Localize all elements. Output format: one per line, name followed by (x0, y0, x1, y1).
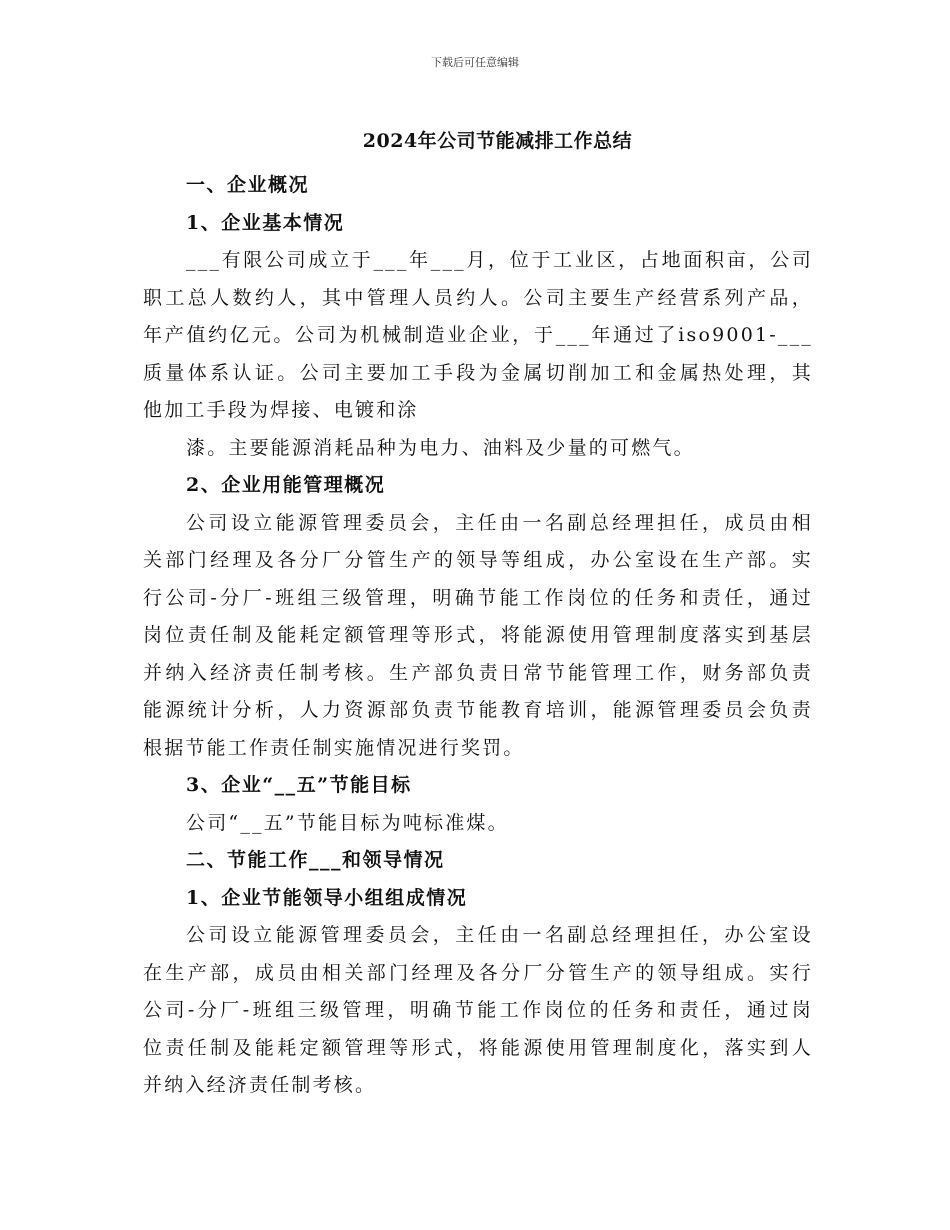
paragraph-line: 公司“__五”节能目标为吨标准煤。 (186, 811, 509, 834)
section-heading: 3、企业“__五”节能目标 (186, 774, 412, 796)
paragraph-line: 质量体系认证。公司主要加工手段为金属切削加工和金属热处理，其 (143, 361, 813, 384)
paragraph-line: 根据节能工作责任制实施情况进行奖罚。 (143, 736, 525, 759)
paragraph-line: 在生产部，成员由相关部门经理及各分厂分管生产的领导组成。实行 (143, 961, 813, 984)
paragraph-line: 年产值约亿元。公司为机械制造业企业，于___年通过了iso9001-___ (143, 324, 813, 346)
page-header-note: 下载后可任意编辑 (431, 56, 519, 69)
paragraph-line: 漆。主要能源消耗品种为电力、油料及少量的可燃气。 (186, 436, 695, 459)
paragraph-line: 关部门经理及各分厂分管生产的领导等组成，办公室设在生产部。实 (143, 549, 813, 571)
document-body (143, 167, 813, 1105)
section-heading: 1、企业节能领导小组组成情况 (186, 886, 468, 909)
paragraph-line: 位责任制及能耗定额管理等形式，将能源使用管理制度化，落实到人 (143, 1036, 813, 1059)
paragraph-line: 公司设立能源管理委员会，主任由一名副总经理担任，成员由相 (186, 511, 813, 534)
paragraph-line: 并纳入经济责任制考核。 (143, 1074, 377, 1096)
paragraph-line: 公司-分厂-班组三级管理，明确节能工作岗位的任务和责任，通过岗 (143, 999, 813, 1021)
section-heading: 一、企业概况 (186, 174, 310, 196)
paragraph-line: 能源统计分析，人力资源部负责节能教育培训，能源管理委员会负责 (143, 699, 813, 721)
document-title: 2024年公司节能减排工作总结 (362, 130, 633, 152)
paragraph-line: ___有限公司成立于___年___月，位于工业区，占地面积亩，公司 (186, 249, 813, 271)
section-heading: 1、企业基本情况 (186, 211, 345, 234)
paragraph-line: 他加工手段为焊接、电镀和涂 (143, 399, 419, 421)
paragraph-line: 公司设立能源管理委员会，主任由一名副总经理担任，办公室设 (186, 924, 813, 946)
section-heading: 2、企业用能管理概况 (186, 474, 386, 496)
paragraph-line: 职工总人数约人，其中管理人员约人。公司主要生产经营系列产品， (143, 286, 813, 309)
paragraph-line: 岗位责任制及能耗定额管理等形式，将能源使用管理制度落实到基层 (143, 624, 813, 646)
paragraph-line: 并纳入经济责任制考核。生产部负责日常节能管理工作，财务部负责 (143, 661, 813, 684)
paragraph-line: 行公司-分厂-班组三级管理，明确节能工作岗位的任务和责任，通过 (143, 586, 813, 609)
section-heading: 二、节能工作___和领导情况 (186, 849, 445, 871)
